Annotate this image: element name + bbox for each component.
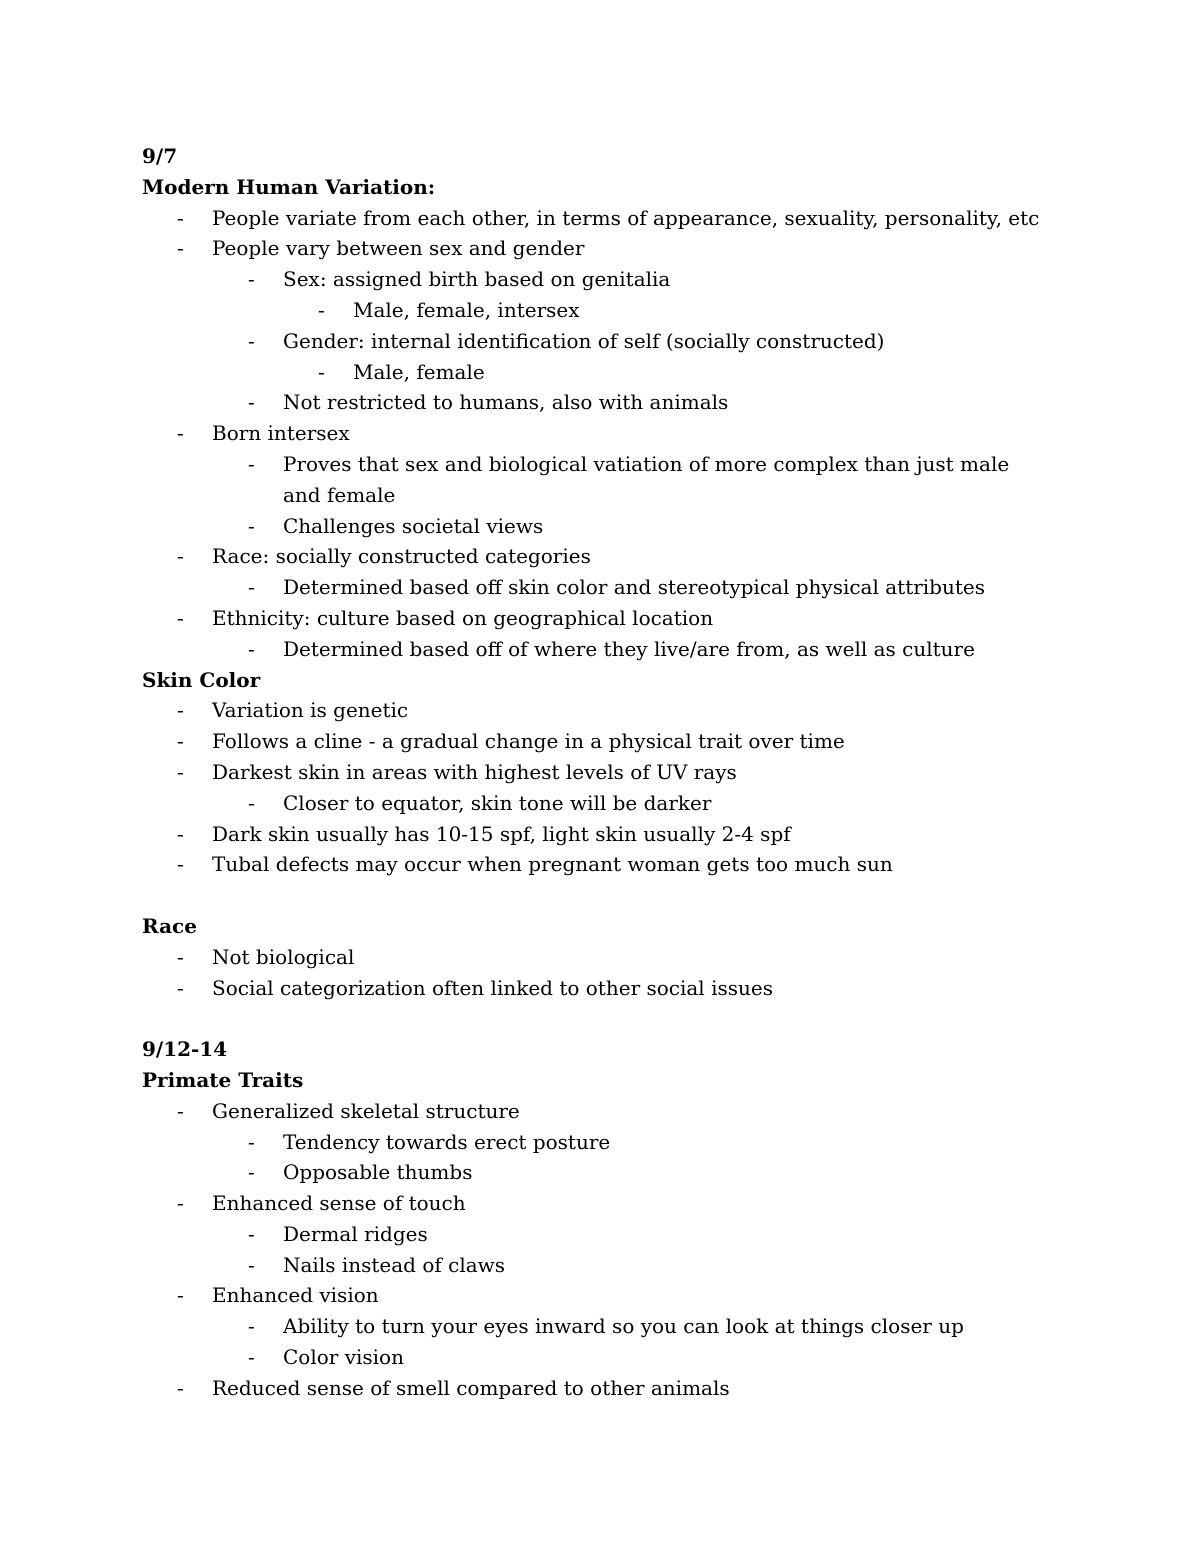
- bullet-dash: -: [248, 1252, 255, 1277]
- list-item: [142, 1280, 1082, 1311]
- list-item-text: People vary between sex and gender: [212, 236, 585, 261]
- list-item: [142, 511, 1082, 542]
- list-item-text: Determined based off of where they live/are from, as well as culture: [283, 636, 975, 661]
- list-item-text: Male, female, intersex: [353, 297, 580, 322]
- document-page: [142, 141, 1082, 1404]
- bullet-dash: -: [177, 236, 184, 261]
- list-item: [142, 973, 1082, 1004]
- list-item-text: Enhanced sense of touch: [212, 1191, 466, 1216]
- list-item-text: Ability to turn your eyes inward so you can look at things closer up: [283, 1314, 964, 1339]
- bullet-dash: -: [248, 1129, 255, 1154]
- bullet-dash: -: [177, 421, 184, 446]
- list-item: [142, 1096, 1082, 1127]
- list-item-text: Follows a cline - a gradual change in a physical trait over time: [212, 729, 845, 754]
- bullet-dash: -: [177, 1283, 184, 1308]
- list-item-text: Gender: internal identification of self (socially constructed): [283, 328, 885, 353]
- bullet-dash: -: [177, 975, 184, 1000]
- list-item-text: People variate from each other, in terms of appearance, sexuality, personality, etc: [212, 205, 1040, 230]
- section-title-modern-human-variation: Modern Human Variation:: [142, 174, 436, 199]
- bullet-dash: -: [177, 205, 184, 230]
- list-item: [142, 1373, 1082, 1404]
- list-item: [142, 357, 1082, 388]
- list-item-text: Color vision: [283, 1345, 404, 1370]
- list-item: [142, 1157, 1082, 1188]
- list-item-text: Tendency towards erect posture: [283, 1129, 611, 1154]
- list-item: [142, 1342, 1082, 1373]
- bullet-dash: -: [248, 513, 255, 538]
- list-item: [142, 819, 1082, 850]
- list-item-text: Ethnicity: culture based on geographical location: [212, 605, 714, 630]
- list-item: [142, 1188, 1082, 1219]
- list-item-text: Variation is genetic: [212, 698, 409, 723]
- list-item-text: Darkest skin in areas with highest levels of UV rays: [212, 759, 737, 784]
- list-item: [142, 418, 1082, 449]
- date-heading: 9/7: [142, 144, 178, 168]
- bullet-dash: -: [248, 790, 255, 815]
- list-item-text: Male, female: [353, 359, 485, 384]
- bullet-dash: -: [177, 821, 184, 846]
- list-item-text: Determined based off skin color and stereotypical physical attributes: [283, 575, 986, 600]
- list-item: [142, 849, 1082, 880]
- list-item: [142, 757, 1082, 788]
- bullet-dash: -: [318, 359, 325, 384]
- list-item: [142, 1250, 1082, 1281]
- bullet-dash: -: [177, 944, 184, 969]
- list-item-text: Reduced sense of smell compared to other animals: [212, 1375, 730, 1400]
- section-title-primate-traits: Primate Traits: [142, 1067, 304, 1092]
- list-item-text: Closer to equator, skin tone will be darker: [283, 790, 712, 815]
- list-item: [142, 1127, 1082, 1158]
- list-item-text: Dark skin usually has 10-15 spf, light skin usually 2-4 spf: [212, 821, 791, 846]
- list-item: [142, 233, 1082, 264]
- bullet-dash: -: [177, 544, 184, 569]
- section-title-race: Race: [142, 913, 197, 938]
- bullet-dash: -: [248, 575, 255, 600]
- list-item: [142, 387, 1082, 418]
- list-item: [142, 942, 1082, 973]
- bullet-dash: -: [177, 729, 184, 754]
- list-item-text: Not restricted to humans, also with animals: [283, 390, 729, 415]
- list-item-text: Race: socially constructed categories: [212, 544, 591, 569]
- list-item: [142, 572, 1082, 603]
- list-item: [142, 541, 1082, 572]
- list-item: [142, 726, 1082, 757]
- list-item-text: Proves that sex and biological vatiation of more complex than just male and female: [283, 451, 1010, 507]
- list-item-text: Sex: assigned birth based on genitalia: [283, 267, 671, 292]
- list-item-text: Generalized skeletal structure: [212, 1098, 520, 1123]
- list-item: [142, 326, 1082, 357]
- list-item: [142, 1311, 1082, 1342]
- bullet-dash: -: [248, 451, 255, 476]
- blank-line: [142, 880, 1082, 911]
- list-item-text: Born intersex: [212, 421, 350, 446]
- bullet-dash: -: [248, 328, 255, 353]
- bullet-dash: -: [318, 297, 325, 322]
- list-item: [142, 295, 1082, 326]
- list-item: [142, 449, 1082, 511]
- bullet-dash: -: [248, 1221, 255, 1246]
- list-item-text: Tubal defects may occur when pregnant woman gets too much sun: [212, 852, 893, 877]
- list-item: [142, 603, 1082, 634]
- list-item: [142, 634, 1082, 665]
- bullet-dash: -: [248, 1160, 255, 1185]
- list-item: [142, 1219, 1082, 1250]
- bullet-dash: -: [177, 1191, 184, 1216]
- bullet-dash: -: [248, 636, 255, 661]
- list-item: [142, 788, 1082, 819]
- date-heading: 9/12-14: [142, 1037, 228, 1062]
- list-item-text: Nails instead of claws: [283, 1252, 506, 1277]
- section-title-skin-color: Skin Color: [142, 667, 261, 692]
- blank-line: [142, 1003, 1082, 1034]
- list-item-text: Challenges societal views: [283, 513, 544, 538]
- bullet-dash: -: [248, 1314, 255, 1339]
- list-item-text: Dermal ridges: [283, 1221, 428, 1246]
- list-item-text: Not biological: [212, 944, 355, 969]
- bullet-dash: -: [177, 1098, 184, 1123]
- list-item-text: Enhanced vision: [212, 1283, 379, 1308]
- bullet-dash: -: [248, 1345, 255, 1370]
- bullet-dash: -: [177, 698, 184, 723]
- list-item-text: Social categorization often linked to other social issues: [212, 975, 773, 1000]
- bullet-dash: -: [177, 605, 184, 630]
- list-item-text: Opposable thumbs: [283, 1160, 473, 1185]
- bullet-dash: -: [248, 267, 255, 292]
- list-item: [142, 695, 1082, 726]
- bullet-dash: -: [177, 852, 184, 877]
- bullet-dash: -: [248, 390, 255, 415]
- bullet-dash: -: [177, 1375, 184, 1400]
- list-item: [142, 203, 1082, 234]
- list-item: [142, 264, 1082, 295]
- bullet-dash: -: [177, 759, 184, 784]
